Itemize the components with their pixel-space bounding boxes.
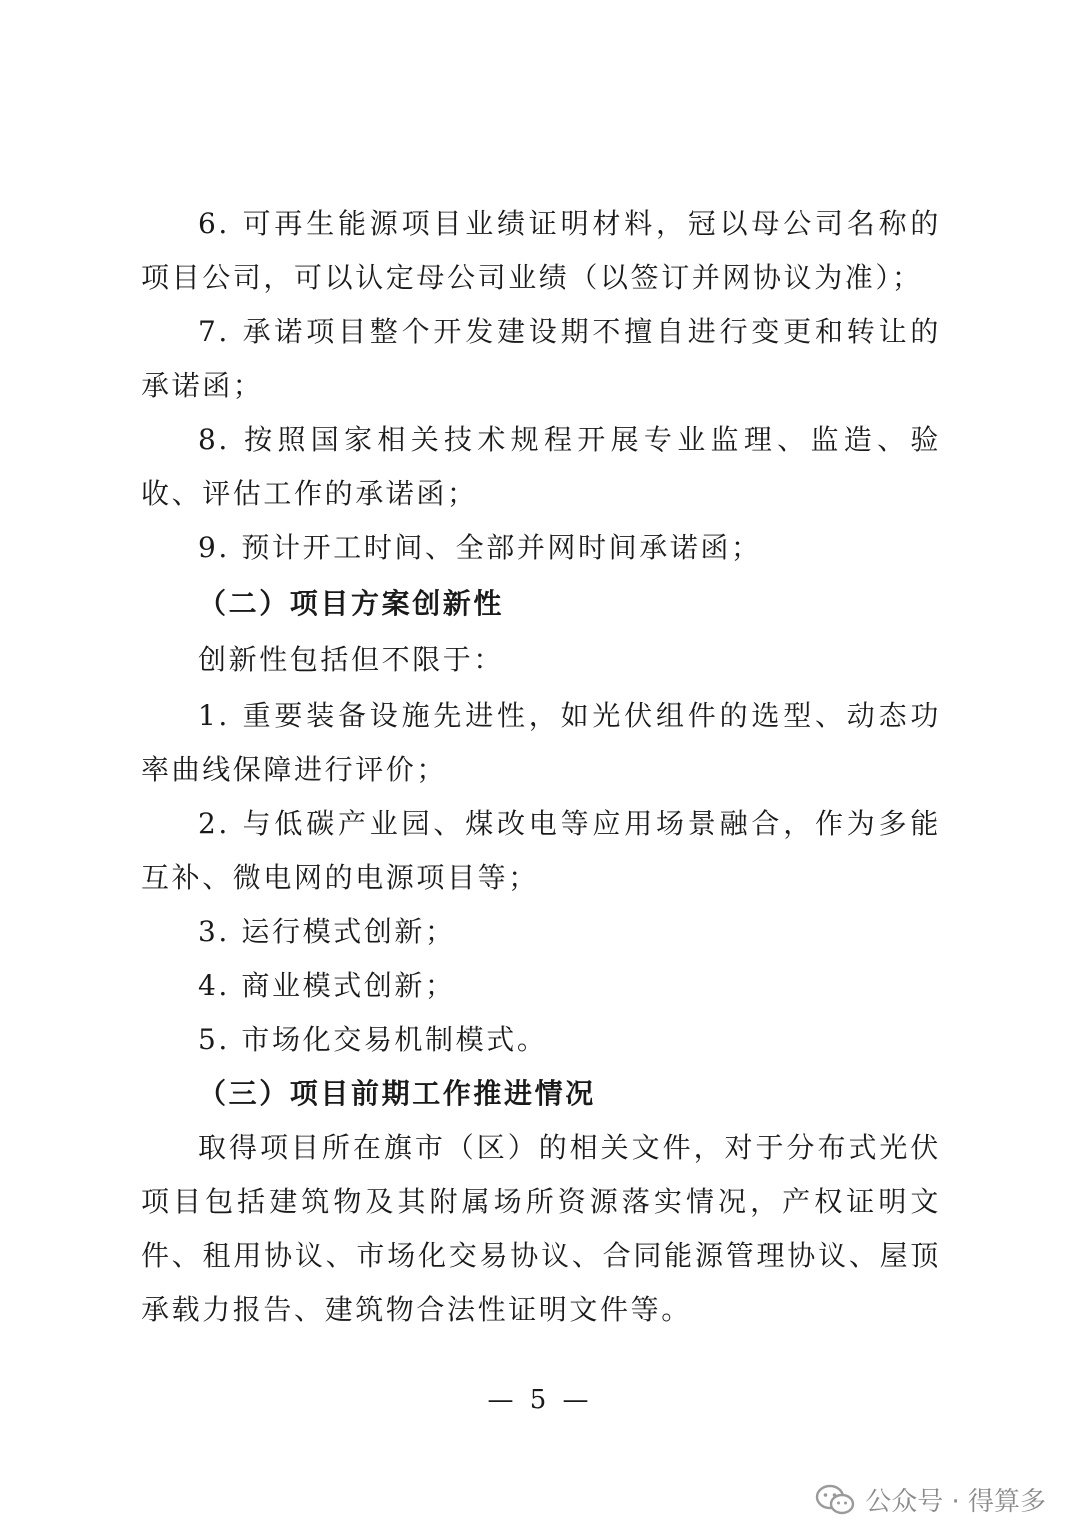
section-heading-2: （二）项目方案创新性 [198, 587, 505, 620]
list-item-6: 6. 可再生能源项目业绩证明材料，冠以母公司名称的项目公司，可以认定母公司业绩（以签订并网协议为准）； [141, 207, 941, 294]
innovation-item-1: 1. 重要装备设施先进性，如光伏组件的选型、动态功率曲线保障进行评价； [141, 699, 941, 786]
innovation-intro: 创新性包括但不限于： [198, 643, 505, 676]
innovation-item-3: 3. 运行模式创新； [198, 915, 456, 948]
page-number: — 5 — [487, 1385, 593, 1415]
list-item-8: 8. 按照国家相关技术规程开展专业监理、监造、验收、评估工作的承诺函； [141, 423, 941, 510]
list-item-9: 9. 预计开工时间、全部并网时间承诺函； [198, 531, 762, 564]
list-item-7: 7. 承诺项目整个开发建设期不擅自进行变更和转让的承诺函； [141, 315, 941, 402]
innovation-item-4: 4. 商业模式创新； [198, 969, 456, 1002]
watermark [815, 1481, 1046, 1518]
watermark-text: 公众号 · 得算多 [865, 1487, 1046, 1517]
section-heading-3: （三）项目前期工作推进情况 [198, 1077, 596, 1110]
innovation-item-2: 2. 与低碳产业园、煤改电等应用场景融合，作为多能互补、微电网的电源项目等； [141, 807, 941, 894]
innovation-item-5: 5. 市场化交易机制模式。 [198, 1023, 548, 1056]
wechat-icon [815, 1484, 855, 1516]
section-3-body: 取得项目所在旗市（区）的相关文件，对于分布式光伏项目包括建筑物及其附属场所资源落实情况，产权证明文件、租用协议、市场化交易协议、合同能源管理协议、屋顶承载力报告、建筑物合法性证明文件等。 [141, 1131, 941, 1326]
